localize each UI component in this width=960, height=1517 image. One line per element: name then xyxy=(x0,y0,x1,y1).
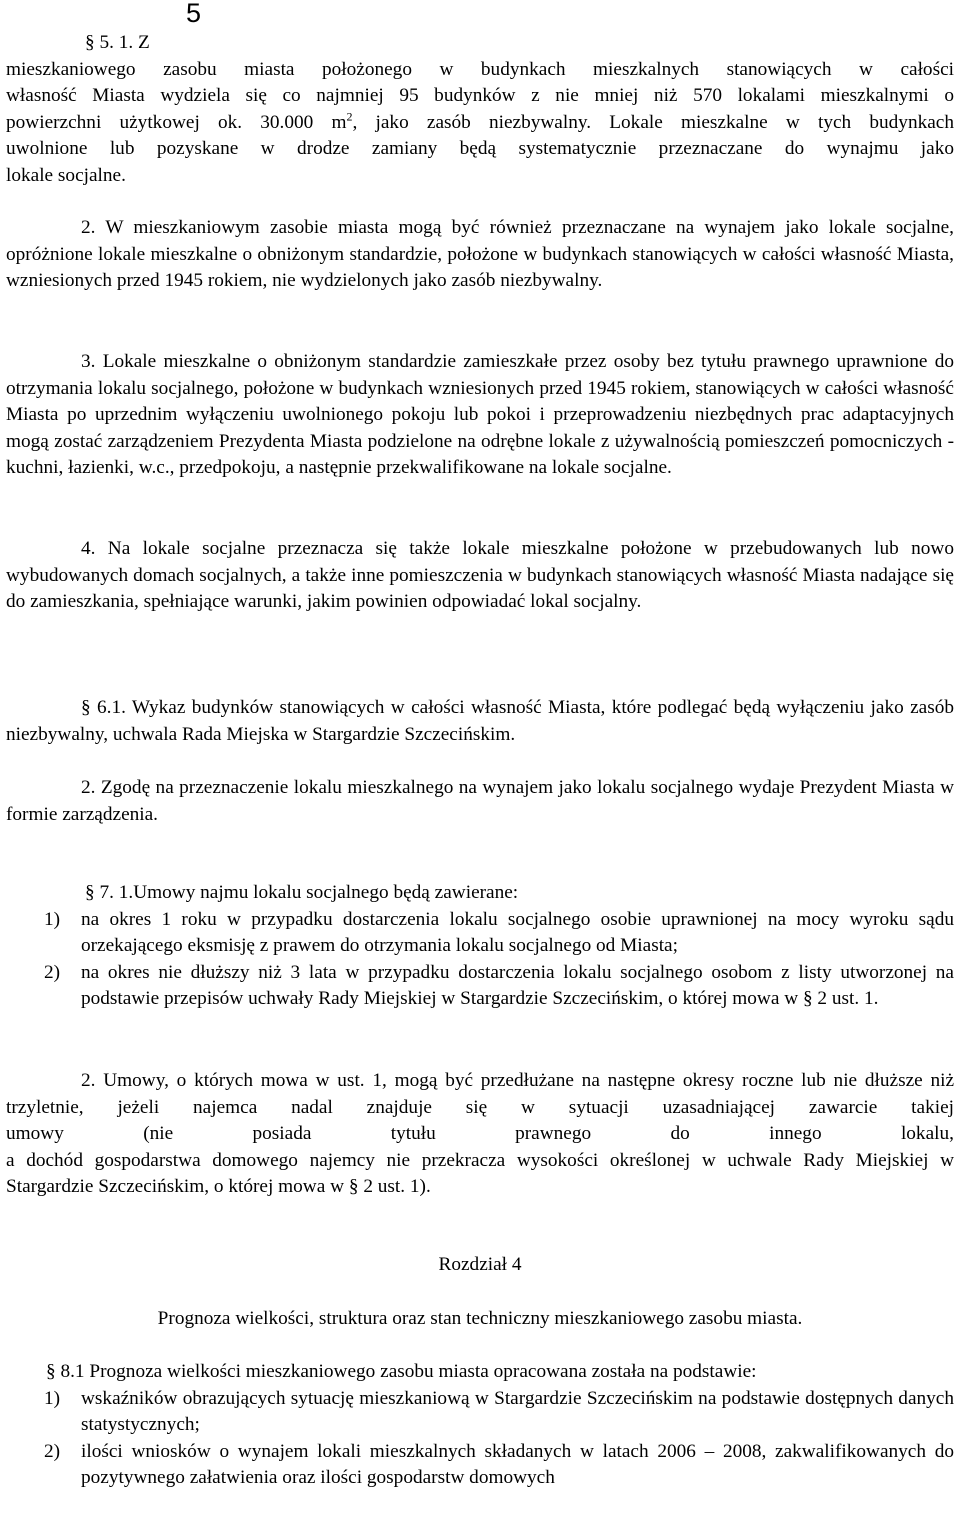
section-7-paragraph-2 xyxy=(6,1068,954,1201)
paragraph-line: uwolnione lub pozyskane w drodze zamiany będą systematycznie przeznaczane do wynajmu jako xyxy=(6,138,954,160)
area-text: powierzchni użytkowej ok. 30.000 m xyxy=(6,111,347,133)
list-item-number: 2) xyxy=(44,961,61,983)
list-item-text: na okres nie dłuższy niż 3 lata w przypadku dostarczenia lokalu socjalnego osobom z listy utworzonej na podstawie przepisów uchwały Rady Miejskiej w Stargardzie Szczecińskim, o której mowa w § 2 ust. 1. xyxy=(81,961,954,1010)
list-item-number: 2) xyxy=(44,1440,61,1462)
list-item xyxy=(6,907,954,960)
word: do xyxy=(670,1123,690,1145)
list-item-text: na okres 1 roku w przypadku dostarczenia lokalu socjalnego osobie uprawnionej na mocy wyroku sądu orzekającego eksmisję z prawem do otrzymania lokalu socjalnego od Miasta; xyxy=(81,908,954,957)
superscript: 2 xyxy=(346,109,353,124)
list-item xyxy=(6,1386,954,1439)
paragraph-text: a dochód gospodarstwa domowego najemcy nie przekracza wysokości określonej w uchwale Rady Miejskiej w Stargardzie Szczecińskim, o której mowa w § 2 ust. 1). xyxy=(6,1149,954,1198)
list-item-text: wskaźników obrazujących sytuację mieszkaniową w Stargardzie Szczecińskim na podstawie dostępnych danych statystycznych; xyxy=(81,1387,954,1436)
section-5-paragraph-3: 3. Lokale mieszkalne o obniżonym standardzie zamieszkałe przez osoby bez tytułu prawnego uprawnione do otrzymania lokalu socjalnego, położone w budynkach wzniesionych przed 1945 rokiem, stanowiących w całości własność Miasta po uprzednim wyłączeniu uwolnionego pokoju lub pokoi i przeprowadzeniu niezbędnych prac adaptacyjnych mogą zostać zarządzeniem Prezydenta Miasta podzielone na odrębne lokale z używalnością pomieszczeń pomocniczych - kuchni, łazienki, w.c., przedpokoju, a następnie przekwalifikowane na lokale socjalne. xyxy=(6,351,954,479)
word: prawnego xyxy=(515,1123,592,1145)
list-item-text: ilości wniosków o wynajem lokali mieszkalnych składanych w latach 2006 – 2008, zakwalifikowanych do pozytywnego załatwienia oraz ilości gospodarstw domowych xyxy=(81,1440,954,1489)
spread-line xyxy=(6,1121,954,1148)
paragraph-line: lokale socjalne. xyxy=(6,164,126,186)
section-6-paragraph-2: 2. Zgodę na przeznaczenie lokalu mieszkalnego na wynajem jako lokalu socjalnego wydaje Prezydent Miasta w formie zarządzenia. xyxy=(6,777,954,825)
section-6-paragraph-1: § 6.1. Wykaz budynków stanowiących w całości własność Miasta, które podlegać będą wyłączeniu jako zasób niezbywalny, uchwala Rada Miejska w Stargardzie Szczecińskim. xyxy=(6,697,954,745)
list-item-number: 1) xyxy=(44,908,61,930)
word: tytułu xyxy=(390,1123,436,1145)
section-5-paragraph-1 xyxy=(6,30,954,190)
section-8-paragraph-1: § 8.1 Prognoza wielkości mieszkaniowego zasobu miasta opracowana została na podstawie: xyxy=(46,1361,757,1382)
section-5-paragraph-2: 2. W mieszkaniowym zasobie miasta mogą być również przeznaczane na wynajem jako lokale socjalne, opróżnione lokale mieszkalne o obniżonym standardzie, położone w budynkach stanowiących w całości własność Miasta, wzniesionych przed 1945 rokiem, nie wydzielonych jako zasób niezbywalny. xyxy=(6,217,954,292)
paragraph-line: mieszkaniowego zasobu miasta położonego w budynkach mieszkalnych stanowiących w całości xyxy=(6,58,954,80)
list-item xyxy=(6,960,954,1013)
section-5-heading: § 5. 1. Z xyxy=(85,32,150,53)
document-page xyxy=(6,0,954,1517)
section-7-heading: § 7. 1.Umowy najmu lokalu socjalnego będą zawierane: xyxy=(85,882,519,903)
word: posiada xyxy=(252,1123,312,1145)
list-item xyxy=(6,1439,954,1492)
chapter-subtitle: Prognoza wielkości, struktura oraz stan techniczny mieszkaniowego zasobu miasta. xyxy=(157,1308,803,1329)
word: umowy xyxy=(6,1123,64,1145)
word: (nie xyxy=(143,1123,174,1145)
chapter-title: Rozdział 4 xyxy=(438,1254,522,1275)
word: innego xyxy=(769,1123,822,1145)
list-item-number: 1) xyxy=(44,1387,61,1409)
paragraph-line: własność Miasta wydziela się co najmniej 95 budynków z nie mniej niż 570 lokalami mieszkalnymi o xyxy=(6,85,954,107)
section-7 xyxy=(6,880,954,1013)
line-tail: , jako zasób niezbywalny. Lokale mieszkalne w tych budynkach xyxy=(352,111,954,133)
section-5-paragraph-4: 4. Na lokale socjalne przeznacza się także lokale mieszkalne położone w przebudowanych lub nowo wybudowanych domach socjalnych, a także inne pomieszczenia w budynkach stanowiących własność Miasta nadające się do zamieszkania, spełniające warunki, jakim powinien odpowiadać lokal socjalny. xyxy=(6,538,954,613)
paragraph-text: 2. Umowy, o których mowa w ust. 1, mogą być przedłużane na następne okresy roczne lub nie dłuższe niż trzyletnie, jeżeli najemca nadal znajduje się w sytuacji uzasadniającej zawarcie takiej xyxy=(6,1070,954,1118)
page-number: 5 xyxy=(186,0,202,28)
section-8 xyxy=(6,1359,954,1492)
word: lokalu, xyxy=(900,1123,954,1145)
paragraph-line xyxy=(6,110,954,137)
